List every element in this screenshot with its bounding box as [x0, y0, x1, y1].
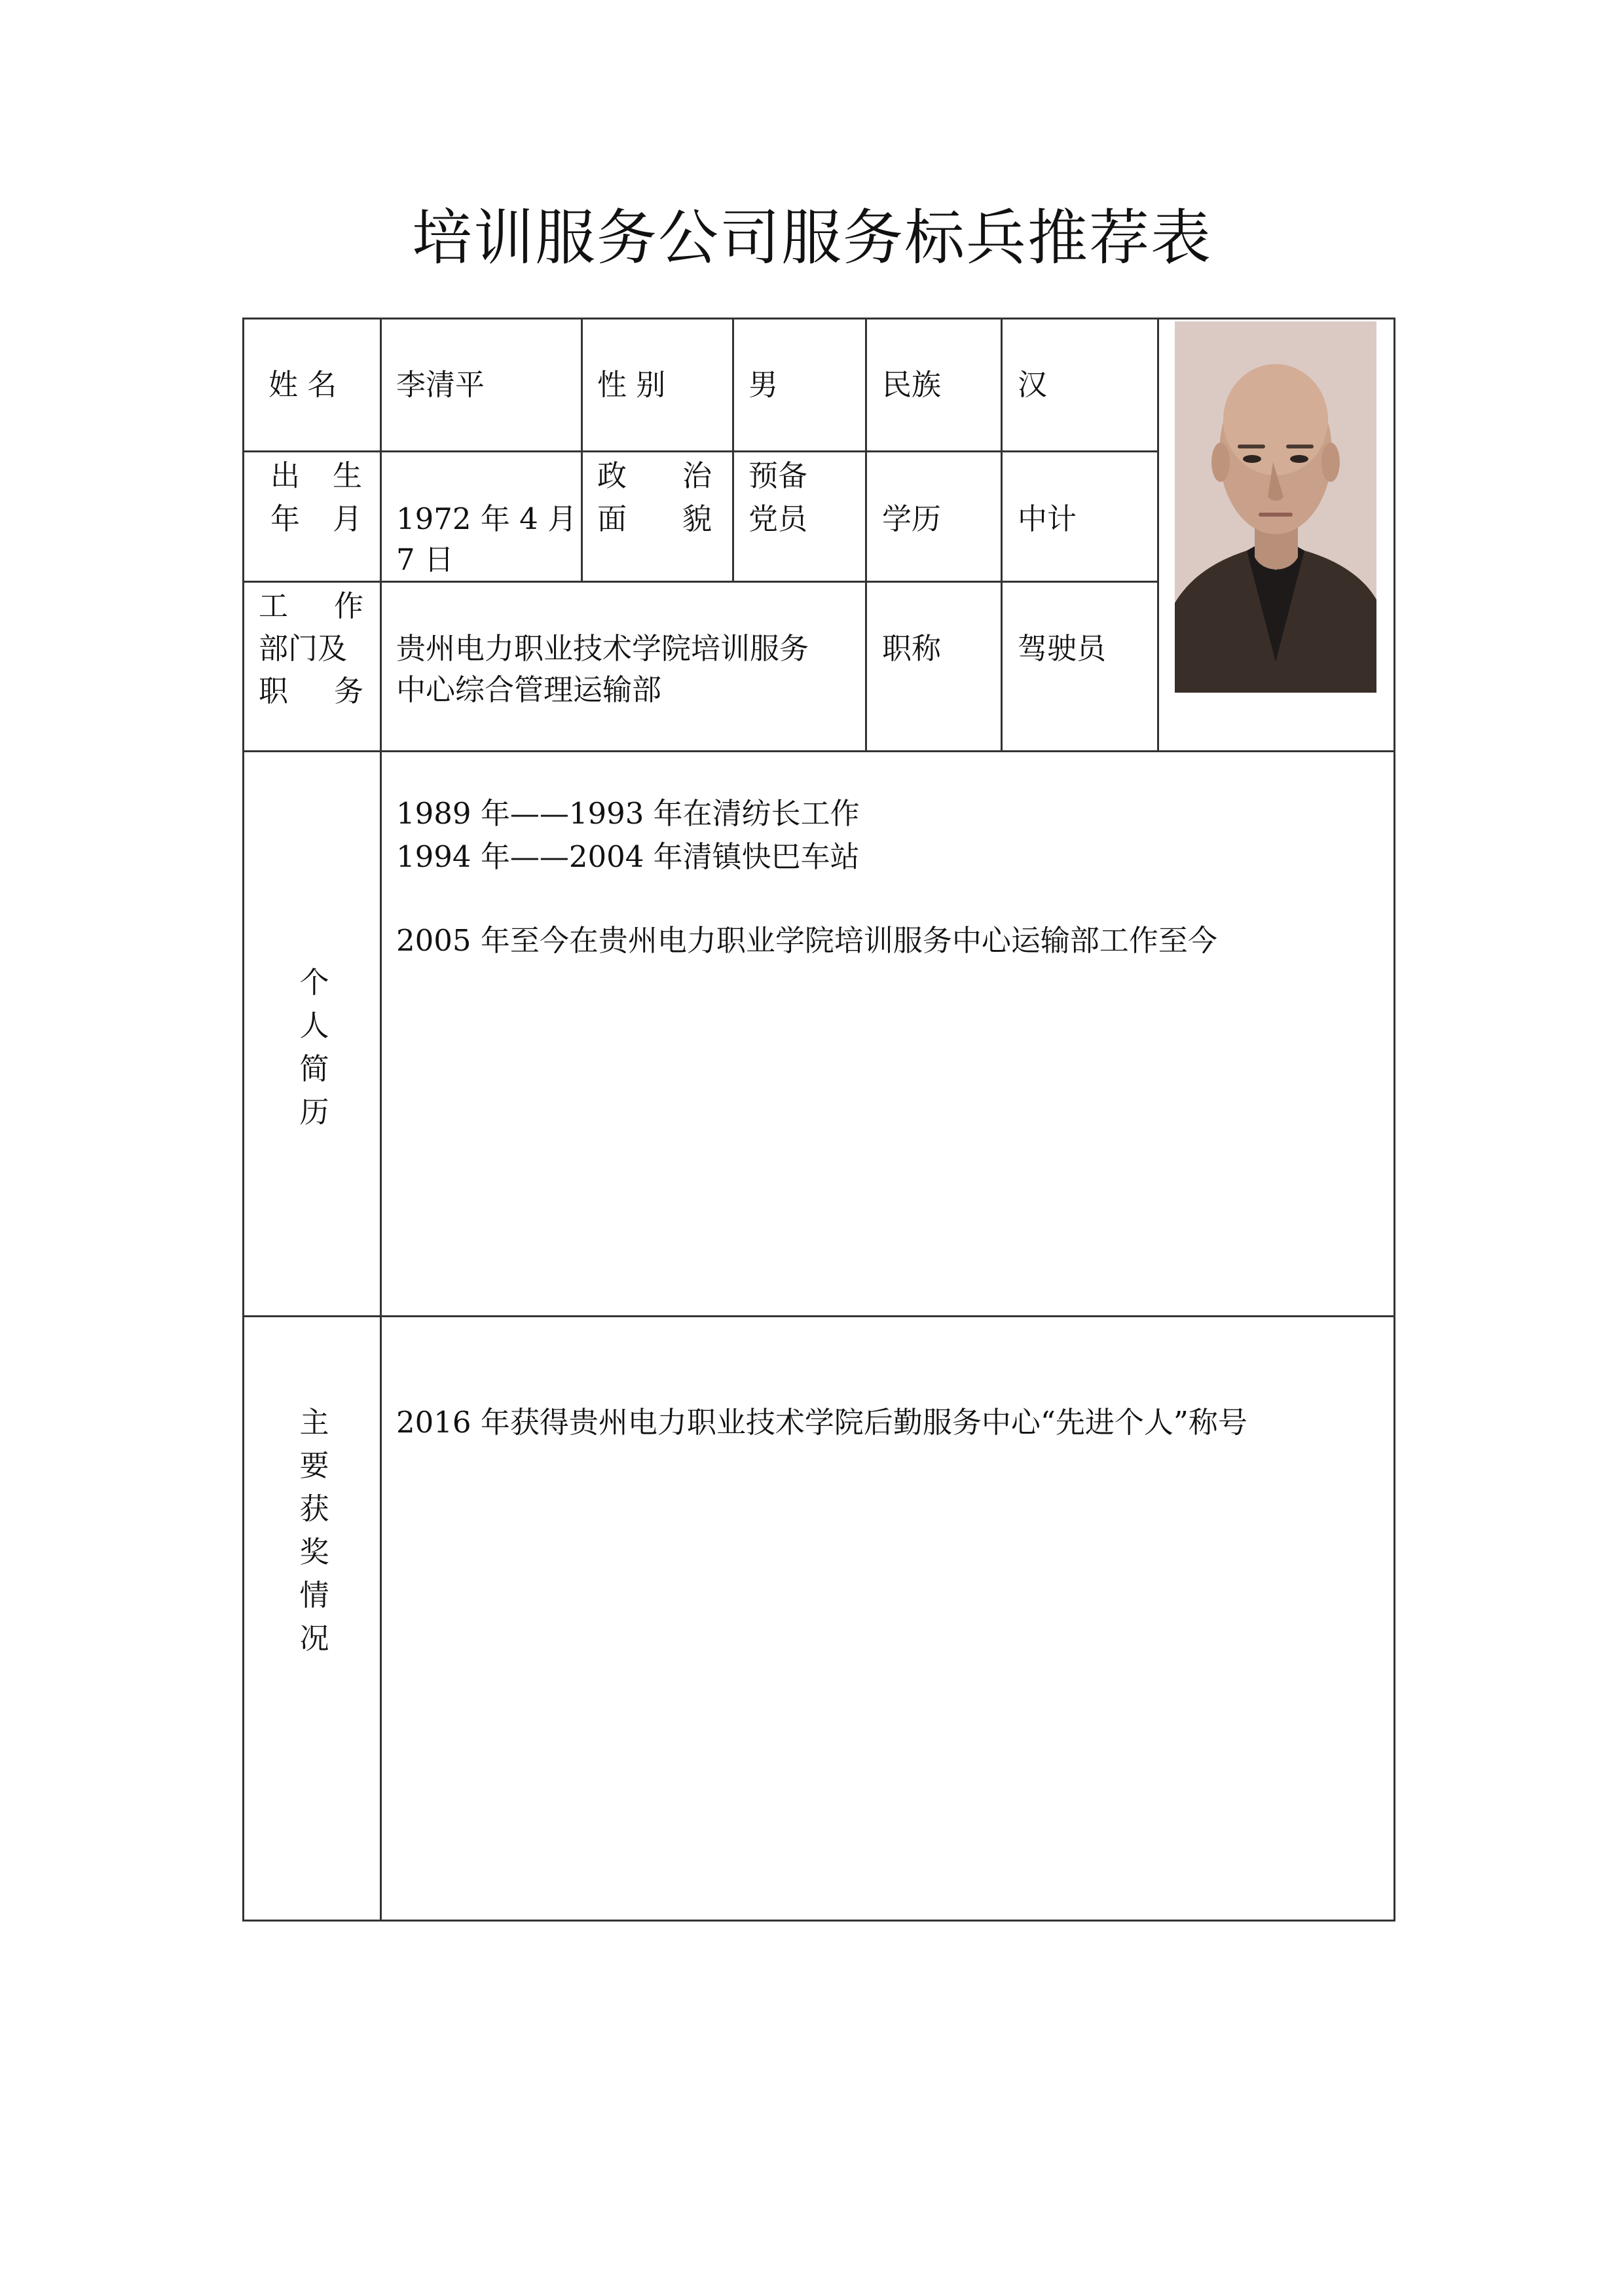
dept-label-char: 作 — [333, 589, 363, 623]
dept-label-line3 — [259, 670, 363, 713]
dept-label-char: 职 — [259, 674, 289, 708]
birth-value-line2: 7 日 — [396, 542, 454, 577]
awards-label-char: 主 — [299, 1405, 329, 1440]
resume-entry: 1994 年——2004 年清镇快巴车站 — [396, 839, 860, 874]
awards-label-char: 获 — [299, 1491, 329, 1526]
birth-label-char: 月 — [332, 501, 362, 536]
dept-label-line2: 部门及 — [259, 631, 348, 666]
birth-label-line1 — [270, 454, 362, 498]
awards-label — [291, 1401, 337, 1660]
birth-label-char: 生 — [332, 458, 362, 493]
ethnicity-label: 民族 — [882, 367, 942, 402]
col-divider — [865, 318, 867, 750]
birth-label-char: 出 — [270, 458, 301, 493]
political-label-line1 — [597, 454, 712, 498]
job-title-label: 职称 — [882, 631, 942, 666]
job-title-value: 驾驶员 — [1018, 631, 1107, 666]
col-divider — [1157, 318, 1159, 750]
resume-label-char: 简 — [299, 1051, 329, 1086]
row-divider — [242, 1315, 1395, 1317]
awards-label-char: 情 — [299, 1578, 329, 1613]
political-label-char: 治 — [682, 458, 712, 493]
dept-label-char: 工 — [259, 589, 289, 623]
col-divider — [380, 318, 382, 1922]
awards-label-char: 况 — [299, 1621, 329, 1656]
resume-label-char: 历 — [299, 1095, 329, 1129]
education-value: 中计 — [1018, 501, 1077, 536]
row-divider — [242, 750, 1395, 752]
political-value-line1: 预备 — [748, 458, 808, 493]
col-divider — [1001, 318, 1003, 750]
political-label-char: 貌 — [682, 501, 712, 536]
form-title: 培训服务公司服务标兵推荐表 — [411, 203, 1212, 273]
birth-label-char: 年 — [270, 501, 301, 536]
resume-label-char: 个 — [299, 965, 329, 1000]
dept-value-line2: 中心综合管理运输部 — [396, 672, 662, 707]
dept-value-line1: 贵州电力职业技术学院培训服务 — [396, 631, 809, 666]
dept-label-char: 务 — [333, 674, 363, 708]
awards-label-char: 奖 — [299, 1535, 329, 1569]
resume-entry: 1989 年——1993 年在清纺长工作 — [396, 796, 860, 831]
birth-label-line2 — [270, 498, 362, 541]
name-label: 姓 名 — [268, 367, 337, 402]
award-entry: 2016 年获得贵州电力职业技术学院后勤服务中心“先进个人”称号 — [396, 1405, 1247, 1440]
education-label: 学历 — [882, 501, 942, 536]
resume-label-char: 人 — [299, 1008, 329, 1043]
political-label-line2 — [597, 498, 712, 541]
portrait-photo — [1175, 321, 1376, 693]
political-label-char: 政 — [597, 458, 627, 493]
name-value: 李清平 — [396, 367, 485, 402]
awards-label-char: 要 — [299, 1448, 329, 1483]
col-divider — [732, 318, 734, 581]
dept-label-line1 — [259, 585, 363, 628]
resume-label — [291, 961, 337, 1134]
political-value-line2: 党员 — [748, 501, 808, 536]
ethnicity-value: 汉 — [1018, 367, 1048, 402]
gender-value: 男 — [748, 367, 779, 402]
resume-entry: 2005 年至今在贵州电力职业学院培训服务中心运输部工作至今 — [396, 923, 1217, 958]
gender-label: 性 别 — [597, 367, 666, 402]
birth-value-line1: 1972 年 4 月 — [396, 501, 578, 536]
political-label-char: 面 — [597, 501, 627, 536]
col-divider — [581, 318, 583, 581]
